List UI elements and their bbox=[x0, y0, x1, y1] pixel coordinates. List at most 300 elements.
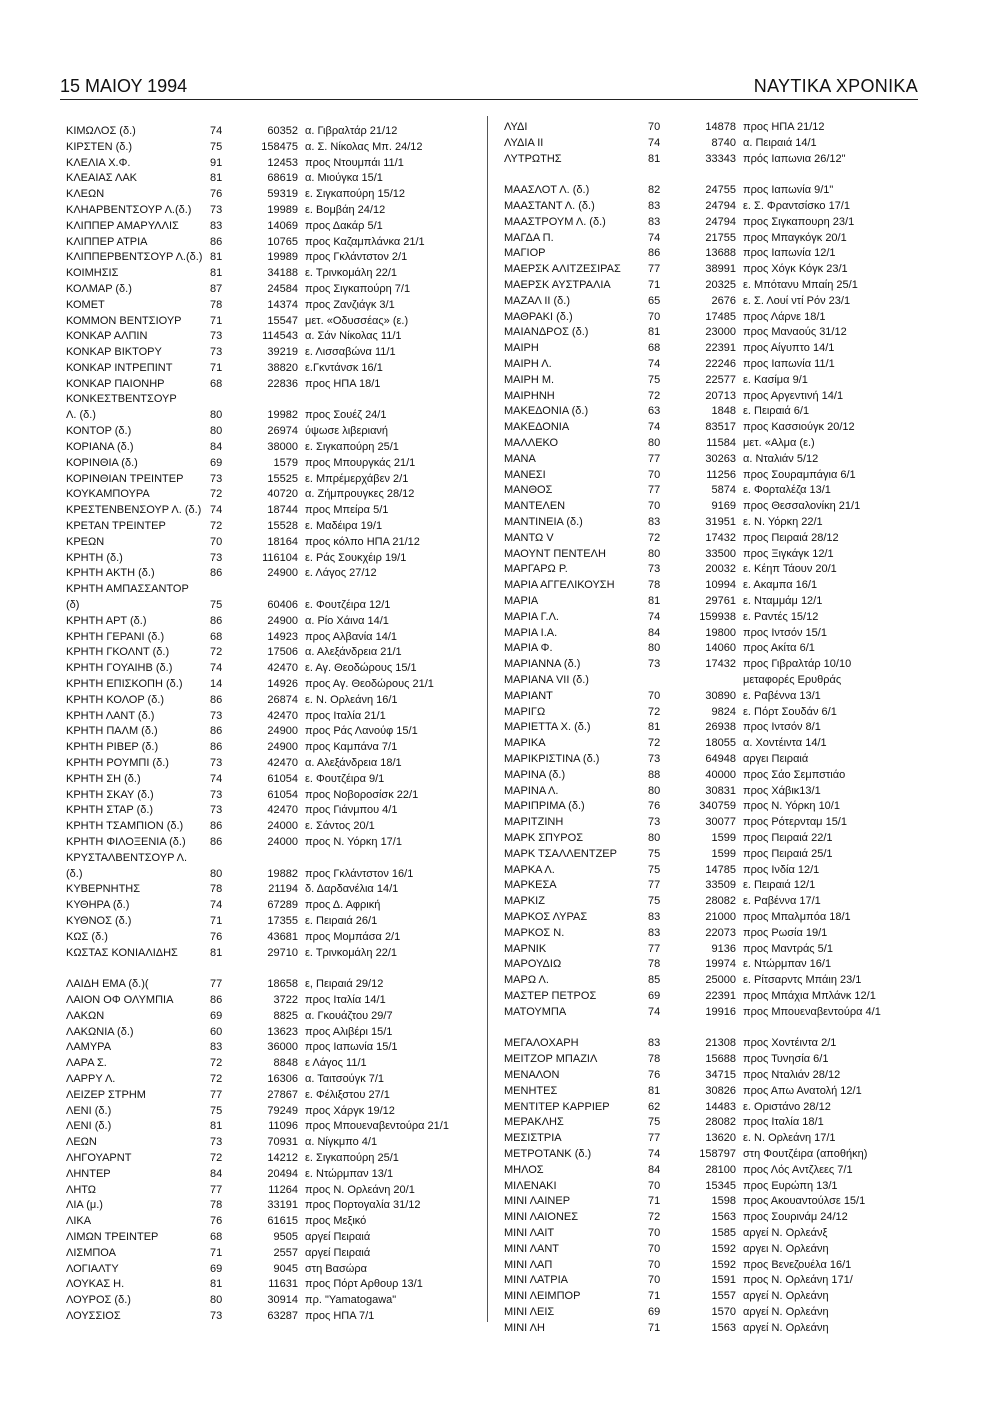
ship-tonnage: 9169 bbox=[711, 500, 736, 513]
ship-tonnage: 11256 bbox=[706, 468, 736, 481]
ship-built-year: 68 bbox=[210, 1231, 223, 1243]
ship-name: ΜΕΝΗΤΕΣ bbox=[504, 1084, 558, 1097]
right-ship-row bbox=[504, 894, 934, 910]
ship-built-year: 83 bbox=[648, 200, 661, 212]
ship-name: ΜΙΝΙ ΛΑΙΟΝΕΣ bbox=[504, 1211, 579, 1224]
ship-built-year: 75 bbox=[648, 895, 661, 908]
left-ship-row bbox=[66, 946, 496, 962]
ship-tonnage: 34188 bbox=[267, 267, 298, 280]
ship-movement: προς Χάβικ13/1 bbox=[743, 784, 821, 797]
left-ship-row bbox=[66, 329, 496, 345]
ship-built-year: 86 bbox=[210, 741, 223, 754]
ship-built-year: 81 bbox=[210, 1120, 223, 1133]
ship-name: ΚΥΒΕΡΝΗΤΗΣ bbox=[66, 883, 141, 896]
ship-built-year: 14 bbox=[210, 678, 223, 690]
ship-movement: ε.Γκντάνσκ 16/1 bbox=[305, 362, 383, 374]
ship-tonnage: 3722 bbox=[273, 994, 298, 1006]
right-ship-row bbox=[504, 1115, 934, 1131]
ship-name: ΚΟΜΕΤ bbox=[66, 298, 105, 311]
ship-tonnage: 14374 bbox=[267, 298, 298, 311]
ship-built-year: 71 bbox=[648, 1195, 661, 1208]
ship-name: ΜΑΡΙΑ Γ.Λ. bbox=[504, 610, 559, 623]
right-ship-row bbox=[504, 468, 934, 484]
ship-tonnage: 34715 bbox=[705, 1069, 736, 1081]
ship-built-year: 77 bbox=[648, 942, 661, 955]
ship-movement: προς Ιαπωνία 12/1 bbox=[743, 247, 836, 260]
ship-built-year: 69 bbox=[648, 990, 661, 1002]
left-ship-row bbox=[66, 1293, 496, 1309]
ship-built-year: 70 bbox=[648, 1242, 661, 1255]
ship-name: ΜΑΡΩ Λ. bbox=[504, 974, 549, 987]
ship-name: ΜΑΡΚΙΖ bbox=[504, 895, 545, 908]
ship-built-year: 76 bbox=[648, 1069, 661, 1081]
right-ship-row bbox=[504, 1258, 934, 1274]
left-ship-row bbox=[66, 693, 496, 709]
ship-movement: ε. Λισσαβώνα 11/1 bbox=[305, 346, 396, 359]
right-ship-row bbox=[504, 831, 934, 847]
ship-tonnage: 1570 bbox=[711, 1306, 736, 1318]
left-ship-row bbox=[66, 535, 496, 551]
right-ship-row bbox=[504, 1226, 934, 1242]
right-ship-row bbox=[504, 720, 934, 736]
right-ship-row bbox=[504, 1147, 934, 1163]
ship-tonnage: 30826 bbox=[705, 1084, 736, 1097]
ship-name: ΜΑΝΤΩ V bbox=[504, 531, 554, 544]
ship-movement: πρ. "Yamatogawa" bbox=[305, 1294, 397, 1307]
right-ship-row bbox=[504, 262, 934, 278]
ship-name: ΜΑΡΙΑΝΑ VII (δ.) bbox=[504, 674, 589, 686]
left-ship-row bbox=[66, 1088, 496, 1104]
ship-tonnage: 19974 bbox=[705, 958, 736, 971]
right-ship-row bbox=[504, 515, 934, 531]
right-ship-row bbox=[504, 1100, 934, 1116]
ship-movement: α. Νίγκμπο 4/1 bbox=[305, 1136, 378, 1149]
ship-movement: προς Ιταλία 21/1 bbox=[305, 709, 386, 722]
left-ship-row bbox=[66, 266, 496, 282]
ship-movement: ε. Πόρτ Σουδάν 6/1 bbox=[743, 705, 837, 718]
ship-tonnage: 26938 bbox=[705, 721, 736, 734]
ship-name: ΚΟΛΜΑΡ (δ.) bbox=[66, 283, 132, 295]
right-ship-row bbox=[504, 1068, 934, 1084]
ship-built-year: 86 bbox=[210, 235, 223, 248]
ship-tonnage: 11631 bbox=[268, 1278, 298, 1291]
ship-name: ΚΡΗΤΗ ΠΑΛΜ (δ.) bbox=[66, 725, 158, 738]
ship-name: ΜΑΙΡΗ Μ. bbox=[504, 373, 555, 386]
ship-movement: προς Αλιβέρι 15/1 bbox=[305, 1025, 393, 1038]
ship-built-year: 81 bbox=[210, 1278, 223, 1291]
ship-tonnage: 1598 bbox=[711, 1195, 736, 1208]
left-ship-row bbox=[66, 440, 496, 456]
ship-tonnage: 24794 bbox=[705, 215, 736, 228]
ship-name: ΛΥΔΙΑ ΙΙ bbox=[504, 136, 544, 149]
left-ship-row bbox=[66, 1151, 496, 1167]
left-ship-row bbox=[66, 361, 496, 377]
ship-name: ΜΑΡΙΕΤΤΑ Χ. (δ.) bbox=[504, 721, 591, 734]
ship-name: ΜΑΡΙΝΑ (δ.) bbox=[504, 768, 566, 781]
ship-name: ΚΛΙΠΠΕΡ ΑΜΑΡΥΛΛΙΣ bbox=[66, 219, 179, 232]
left-ship-row bbox=[66, 235, 496, 251]
ship-built-year: 81 bbox=[210, 267, 223, 280]
right-ship-row bbox=[504, 436, 934, 452]
ship-name: ΚΡΗΤΗ ΤΣΑΜΠΙΟΝ (δ.) bbox=[66, 820, 184, 833]
left-ship-row bbox=[66, 250, 496, 266]
ship-movement: ε. Σιγκαπούρη 15/12 bbox=[305, 188, 406, 201]
right-ship-row bbox=[504, 1036, 934, 1052]
ship-name: ΛΑΜΥΡΑ bbox=[66, 1041, 112, 1054]
left-ship-row bbox=[66, 298, 496, 314]
ship-name: ΜΑΡΙΝΑ Λ. bbox=[504, 784, 559, 797]
ship-movement: πρός Ιαπωνια 26/12" bbox=[743, 152, 846, 165]
ship-tonnage: 17355 bbox=[267, 915, 298, 927]
ship-name: ΜΑΓΔΑ Π. bbox=[504, 231, 554, 244]
ship-name: ΛΕΩΝ bbox=[66, 1136, 97, 1149]
right-ship-row bbox=[504, 278, 934, 294]
ship-built-year: 86 bbox=[210, 725, 223, 738]
ship-built-year: 75 bbox=[648, 863, 661, 876]
ship-tonnage: 21755 bbox=[705, 231, 736, 244]
ship-movement: προς Ιταλία 18/1 bbox=[743, 1116, 824, 1129]
ship-tonnage: 114543 bbox=[262, 330, 298, 343]
ship-name: ΜΙΛΕΝΑΚΙ bbox=[504, 1179, 557, 1192]
ship-built-year: 76 bbox=[648, 800, 661, 813]
ship-tonnage: 28082 bbox=[705, 895, 736, 908]
ship-movement: ε. Σ. Λουί ντί Ρόν 23/1 bbox=[743, 294, 851, 307]
ship-built-year: 74 bbox=[648, 1005, 661, 1018]
ship-tonnage: 1592 bbox=[711, 1242, 736, 1255]
ship-tonnage: 59319 bbox=[267, 188, 298, 201]
ship-tonnage: 24900 bbox=[267, 725, 298, 738]
ship-name: Λ. (δ.) bbox=[66, 409, 96, 422]
ship-tonnage: 61615 bbox=[267, 1215, 298, 1228]
ship-built-year: 84 bbox=[210, 441, 223, 453]
ship-movement: αργει Πειραιά bbox=[743, 753, 809, 765]
ship-built-year: 77 bbox=[210, 978, 223, 991]
ship-movement: ε. Νταμμάμ 12/1 bbox=[743, 595, 823, 607]
ship-built-year: 72 bbox=[210, 1057, 223, 1070]
right-ship-row bbox=[504, 183, 934, 199]
ship-tonnage: 28100 bbox=[705, 1163, 736, 1176]
ship-tonnage: 22073 bbox=[705, 926, 736, 939]
ship-built-year: 86 bbox=[210, 567, 223, 580]
ship-built-year: 71 bbox=[210, 915, 223, 927]
right-ship-row bbox=[504, 878, 934, 894]
ship-built-year: 71 bbox=[210, 1246, 223, 1259]
ship-name: ΜΑΡΓΑΡΩ Ρ. bbox=[504, 563, 568, 576]
right-ship-row bbox=[504, 926, 934, 942]
ship-name: ΜΑΙΡΗ Λ. bbox=[504, 358, 552, 370]
right-ship-row bbox=[504, 136, 934, 152]
right-ship-row bbox=[504, 799, 934, 815]
ship-built-year: 77 bbox=[648, 263, 661, 276]
ship-tonnage: 18744 bbox=[267, 504, 298, 517]
ship-tonnage: 60406 bbox=[267, 599, 298, 611]
ship-tonnage: 24900 bbox=[267, 614, 298, 627]
ship-movement: ε. Φουτζέιρα 12/1 bbox=[305, 599, 391, 611]
ship-tonnage: 33343 bbox=[705, 152, 736, 165]
ship-tonnage: 19989 bbox=[267, 204, 298, 216]
left-ship-row bbox=[66, 203, 496, 219]
ship-tonnage: 24900 bbox=[267, 567, 298, 580]
left-ship-row bbox=[66, 487, 496, 503]
ship-name: ΜΙΝΙ ΛΑΤΡΙΑ bbox=[504, 1274, 568, 1287]
ship-name: ΜΙΝΙ ΛΑΠ bbox=[504, 1258, 553, 1271]
right-ship-row bbox=[504, 1305, 934, 1321]
ship-movement: προς Αγ. Θεοδώρους 21/1 bbox=[305, 678, 434, 690]
ship-name: ΜΑΑΣΤΡΟΥΜ Λ. (δ.) bbox=[504, 215, 606, 228]
ship-tonnage: 38820 bbox=[267, 362, 298, 374]
right-ship-row bbox=[504, 294, 934, 310]
right-ship-row bbox=[504, 420, 934, 436]
ship-movement: προς Γιάνμπου 4/1 bbox=[305, 804, 398, 817]
left-ship-row bbox=[66, 1246, 496, 1262]
left-ship-row bbox=[66, 583, 496, 614]
ship-name: ΚΡΗΤΗ ΡΙΒΕΡ (δ.) bbox=[66, 741, 159, 754]
ship-name: ΜΑΚΕΔΟΝΙΑ bbox=[504, 421, 570, 434]
ship-name: ΛΑΡΡΥ Λ. bbox=[66, 1073, 116, 1085]
ship-built-year: 72 bbox=[210, 1152, 223, 1164]
right-ship-row bbox=[504, 1242, 934, 1258]
ship-tonnage: 10994 bbox=[705, 579, 736, 592]
ship-name: ΜΙΝΙ ΛΑΙΝΕΡ bbox=[504, 1195, 571, 1208]
ship-movement: στη Βασώρα bbox=[305, 1262, 367, 1275]
left-ship-row bbox=[66, 645, 496, 661]
ship-tonnage: 21194 bbox=[268, 883, 298, 896]
ship-movement: ε. Ραντές 15/12 bbox=[743, 610, 819, 623]
ship-movement: ε. Σ. Φραντσίσκο 17/1 bbox=[743, 200, 850, 212]
ship-tonnage: 25000 bbox=[705, 974, 736, 987]
left-ship-row bbox=[66, 424, 496, 440]
ship-tonnage: 42470 bbox=[267, 804, 298, 817]
ship-movement: προς Ν. Ορλεάνη 20/1 bbox=[305, 1183, 415, 1196]
ship-tonnage: 5874 bbox=[711, 484, 736, 497]
ship-name: ΜΑΡΙΤΖΙΝΗ bbox=[504, 816, 564, 829]
left-ship-row bbox=[66, 1025, 496, 1041]
ship-name: ΜΑΡΙΠΡΙΜΑ (δ.) bbox=[504, 800, 585, 813]
ship-movement: προς Καζαμπλάνκα 21/1 bbox=[305, 235, 425, 248]
left-ship-row bbox=[66, 930, 496, 946]
ship-movement: ε. Τρινκομάλη 22/1 bbox=[305, 267, 398, 280]
ship-built-year: 77 bbox=[210, 1088, 223, 1101]
ship-built-year: 80 bbox=[648, 784, 661, 797]
ship-movement: α. Αλεξάνδρεια 18/1 bbox=[305, 757, 402, 769]
right-ship-row bbox=[504, 1321, 934, 1337]
left-ship-row bbox=[66, 1167, 496, 1183]
right-ship-row bbox=[504, 120, 934, 136]
ship-name: ΚΙΜΩΛΟΣ (δ.) bbox=[66, 125, 136, 137]
right-ship-row bbox=[504, 942, 934, 958]
ship-tonnage: 1585 bbox=[711, 1227, 736, 1239]
ship-name: ΛΟΥΡΟΣ (δ.) bbox=[66, 1294, 131, 1307]
page-header bbox=[60, 72, 918, 100]
ship-movement: ε. Σιγκαπούρη 25/1 bbox=[305, 1152, 399, 1164]
ship-movement: προς Νταλιάν 28/12 bbox=[743, 1069, 841, 1081]
ship-built-year: 86 bbox=[210, 836, 223, 848]
left-ship-row bbox=[66, 1230, 496, 1246]
left-ship-row bbox=[66, 566, 496, 582]
left-ship-row bbox=[66, 1198, 496, 1214]
ship-tonnage: 67289 bbox=[267, 899, 298, 912]
ship-built-year: 70 bbox=[648, 1179, 661, 1192]
right-ship-row bbox=[504, 404, 934, 420]
ship-tonnage: 21000 bbox=[705, 911, 736, 923]
ship-name: ΛΑΚΩΝΙΑ (δ.) bbox=[66, 1025, 134, 1038]
ship-built-year: 78 bbox=[648, 958, 661, 971]
left-ship-row bbox=[66, 456, 496, 472]
ship-movement: προς Κασσιούγκ 20/12 bbox=[743, 421, 855, 434]
ship-tonnage: 83517 bbox=[705, 421, 736, 434]
ship-tonnage: 24000 bbox=[267, 820, 298, 833]
ship-movement: προς Δ. Αφρική bbox=[305, 899, 381, 912]
ship-movement: προς Ν. Υόρκη 17/1 bbox=[305, 836, 402, 848]
ship-movement: α. Σ. Νίκολας Μπ. 24/12 bbox=[305, 140, 423, 153]
ship-name: ΚΡΗΤΗ ΦΙΛΟΞΕΝΙΑ (δ.) bbox=[66, 836, 186, 848]
ship-tonnage: 20032 bbox=[705, 563, 736, 576]
ship-movement: προς Ευρώπη 13/1 bbox=[743, 1179, 838, 1192]
ship-built-year: 73 bbox=[210, 204, 223, 216]
ship-built-year: 83 bbox=[210, 1041, 223, 1054]
ship-tonnage: 79249 bbox=[267, 1104, 298, 1117]
ship-name: ΚΡΗΤΗ ΓΟΥΑΙΗΒ (δ.) bbox=[66, 662, 173, 675]
right-ship-row bbox=[504, 373, 934, 389]
ship-movement: προς Σουέζ 24/1 bbox=[305, 409, 387, 422]
ship-name: ΜΑΡΚΑ Λ. bbox=[504, 863, 555, 876]
ship-built-year: 74 bbox=[210, 125, 223, 137]
right-ship-row bbox=[504, 736, 934, 752]
ship-tonnage: 30831 bbox=[705, 784, 736, 797]
ship-tonnage: 17432 bbox=[705, 531, 736, 544]
ship-movement: προς Ιαπωνία 15/1 bbox=[305, 1041, 398, 1054]
ship-built-year: 73 bbox=[210, 472, 223, 485]
ship-movement: α. Πειραιά 14/1 bbox=[743, 136, 817, 149]
ship-built-year: 74 bbox=[648, 136, 661, 149]
ship-built-year: 69 bbox=[210, 456, 223, 469]
right-ship-row bbox=[504, 483, 934, 499]
ship-name: ΜΑΙΡΗΝΗ bbox=[504, 389, 555, 402]
ship-movement: α. Νταλιάν 5/12 bbox=[743, 452, 819, 465]
ship-built-year: 75 bbox=[210, 1104, 223, 1117]
ship-name: ΚΟΡΙΑΝΑ (δ.) bbox=[66, 441, 134, 453]
ship-name: ΚΟΝΚΑΡ ΑΛΠΙΝ bbox=[66, 330, 148, 343]
ship-built-year: 80 bbox=[210, 867, 223, 880]
left-ship-row bbox=[66, 1104, 496, 1120]
left-ship-row bbox=[66, 519, 496, 535]
ship-movement: ε. Πειραιά 6/1 bbox=[743, 405, 810, 418]
ship-tonnage: 30263 bbox=[705, 452, 736, 465]
ship-built-year: 82 bbox=[648, 184, 661, 197]
ship-built-year: 72 bbox=[648, 1211, 661, 1224]
ship-name: ΜΕΣΙΣΤΡΙΑ bbox=[504, 1132, 562, 1145]
ship-tonnage: 64948 bbox=[705, 753, 736, 765]
ship-name: ΜΑΡΚ ΤΣΑΛΛΕΝΤΖΕΡ bbox=[504, 847, 617, 860]
ship-tonnage: 63287 bbox=[267, 1310, 298, 1322]
ship-movement: προς Ν. Ορλεάνη 171/ bbox=[743, 1274, 853, 1287]
ship-name: ΜΑΝΘΟΣ bbox=[504, 484, 553, 497]
ship-built-year: 73 bbox=[210, 804, 223, 817]
left-ship-row bbox=[66, 993, 496, 1009]
ship-tonnage: 9045 bbox=[273, 1262, 298, 1275]
ship-built-year: 76 bbox=[210, 1215, 223, 1228]
ship-tonnage: 1579 bbox=[273, 456, 298, 469]
ship-movement: ε. Πειραιά 26/1 bbox=[305, 915, 378, 927]
left-ship-row bbox=[66, 314, 496, 330]
right-ship-row bbox=[504, 973, 934, 989]
ship-built-year: 68 bbox=[210, 630, 223, 643]
ship-built-year: 70 bbox=[648, 468, 661, 481]
ship-name: ΚΟΡΙΝΘΙΑΝ ΤΡΕΙΝΤΕΡ bbox=[66, 472, 184, 485]
ship-name: ΜΑΡΙΓΩ bbox=[504, 705, 546, 718]
ship-built-year: 71 bbox=[648, 279, 661, 291]
ship-movement: ύψωσε λιβεριανή bbox=[305, 425, 389, 438]
left-ship-row bbox=[66, 661, 496, 677]
ship-name: ΜΑΑΣΛΟΤ Λ. (δ.) bbox=[504, 184, 590, 197]
ship-built-year: 81 bbox=[648, 721, 661, 734]
ship-movement: προς Ν. Υόρκη 10/1 bbox=[743, 800, 840, 813]
left-ship-row bbox=[66, 377, 496, 393]
ship-name: ΜΕΝΑΛΟΝ bbox=[504, 1069, 560, 1081]
ship-movement: ε. Φέλιξστου 27/1 bbox=[305, 1088, 390, 1101]
ship-movement: προς Μπουργκάς 21/1 bbox=[305, 456, 416, 469]
ship-movement: προς Λός Αντζλεες 7/1 bbox=[743, 1163, 853, 1176]
ship-tonnage: 1592 bbox=[711, 1258, 736, 1271]
ship-name: (δ) bbox=[66, 599, 80, 611]
ship-built-year: 80 bbox=[210, 425, 223, 438]
ship-name: ΚΙΡΣΤΕΝ (δ.) bbox=[66, 140, 133, 153]
ship-name: ΜΑΕΡΣΚ ΑΛΙΤΖΕΣΙΡΑΣ bbox=[504, 263, 621, 276]
ship-movement: ε. Μαδέιρα 19/1 bbox=[305, 520, 383, 532]
ship-name: ΜΑΡΙΑ ΑΓΓΕΛΙΚΟΥΣΗ bbox=[504, 579, 615, 592]
ship-name: ΜΑΓΙΟΡ bbox=[504, 247, 546, 260]
left-ship-row bbox=[66, 551, 496, 567]
ship-name: ΜΗΛΟΣ bbox=[504, 1163, 544, 1176]
ship-built-year: 78 bbox=[210, 883, 223, 896]
ship-built-year: 77 bbox=[648, 484, 661, 497]
ship-built-year: 78 bbox=[210, 298, 223, 311]
right-ship-row bbox=[504, 531, 934, 547]
ship-movement: α. Γιβραλτάρ 21/12 bbox=[305, 125, 398, 137]
ship-movement: προς Μπαλμπόα 18/1 bbox=[743, 911, 851, 923]
ship-tonnage: 38991 bbox=[705, 263, 736, 276]
ship-name: ΚΡΕΣΤΕΝΒΕΝΣΟΥΡ Λ. (δ.) bbox=[66, 504, 202, 517]
ship-tonnage: 13688 bbox=[705, 247, 736, 260]
left-ship-row bbox=[66, 614, 496, 630]
ship-name: ΚΡΗΤΗ ΛΑΝΤ (δ.) bbox=[66, 709, 155, 722]
ship-movement: προς Μαντράς 5/1 bbox=[743, 942, 833, 955]
ship-tonnage: 61054 bbox=[267, 788, 298, 801]
ship-name: ΜΕΓΑΛΟΧΑΡΗ bbox=[504, 1037, 579, 1050]
ship-built-year: 76 bbox=[210, 930, 223, 943]
ship-movement: προς Γκλάντστον 16/1 bbox=[305, 867, 414, 880]
ship-tonnage: 17485 bbox=[705, 310, 736, 323]
right-ship-row bbox=[504, 325, 934, 341]
ship-name: ΚΛΕΛΙΑ Χ.Φ. bbox=[66, 156, 131, 169]
ship-tonnage: 23000 bbox=[705, 326, 736, 339]
ship-name: ΚΡΕΤΑΝ ΤΡΕΙΝΤΕΡ bbox=[66, 520, 166, 532]
ship-movement: προς Μεξικό bbox=[305, 1215, 367, 1228]
right-ship-row bbox=[504, 657, 934, 673]
right-ship-row bbox=[504, 578, 934, 594]
ship-tonnage: 22391 bbox=[705, 342, 736, 355]
ship-tonnage: 15688 bbox=[705, 1053, 736, 1066]
ship-built-year: 70 bbox=[648, 310, 661, 323]
ship-movement: προς Πορτογαλία 31/12 bbox=[305, 1199, 421, 1212]
ship-movement: ε. Τρινκομάλη 22/1 bbox=[305, 946, 398, 959]
ship-name: ΚΥΘΝΟΣ (δ.) bbox=[66, 915, 132, 927]
left-ship-row bbox=[66, 1135, 496, 1151]
ship-tonnage: 8740 bbox=[711, 136, 736, 149]
right-ship-row bbox=[504, 1194, 934, 1210]
ship-built-year: 73 bbox=[648, 816, 661, 829]
ship-tonnage: 14483 bbox=[705, 1100, 736, 1113]
